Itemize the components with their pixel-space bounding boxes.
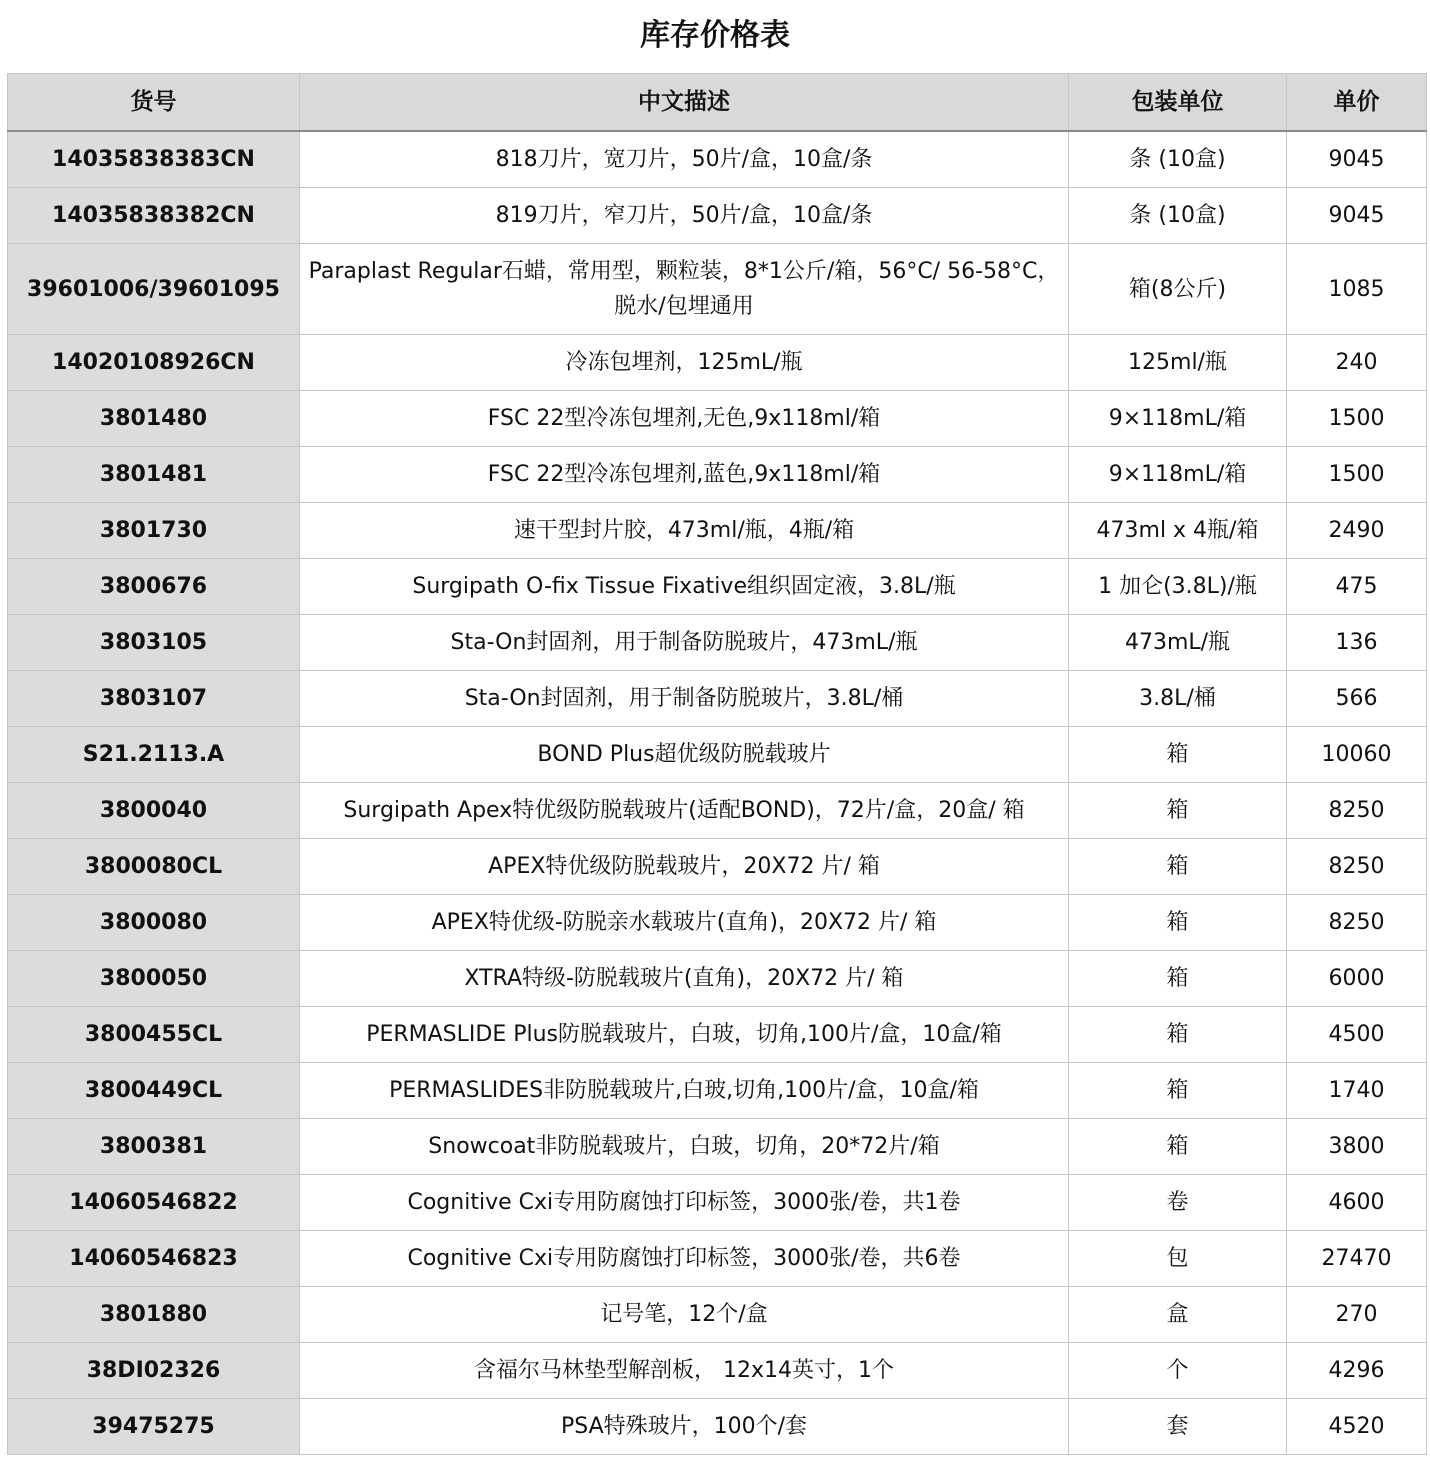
item-price: 8250 bbox=[1287, 783, 1427, 839]
item-unit: 箱(8公斤) bbox=[1069, 244, 1287, 335]
item-unit: 473mL/瓶 bbox=[1069, 615, 1287, 671]
item-description: PSA特殊玻片，100个/套 bbox=[300, 1399, 1069, 1455]
item-price: 475 bbox=[1287, 559, 1427, 615]
item-price: 566 bbox=[1287, 671, 1427, 727]
header-row bbox=[8, 74, 1427, 132]
item-description: PERMASLIDE Plus防脱载玻片，白玻，切角,100片/盒，10盒/箱 bbox=[300, 1007, 1069, 1063]
item-description: FSC 22型冷冻包埋剂,蓝色,9x118ml/箱 bbox=[300, 447, 1069, 503]
item-code: S21.2113.A bbox=[8, 727, 300, 783]
item-unit: 箱 bbox=[1069, 727, 1287, 783]
item-code: 3801480 bbox=[8, 391, 300, 447]
item-description: FSC 22型冷冻包埋剂,无色,9x118ml/箱 bbox=[300, 391, 1069, 447]
item-price: 9045 bbox=[1287, 188, 1427, 244]
item-code: 39475275 bbox=[8, 1399, 300, 1455]
item-unit: 473ml x 4瓶/箱 bbox=[1069, 503, 1287, 559]
item-price: 4500 bbox=[1287, 1007, 1427, 1063]
item-code: 3800080CL bbox=[8, 839, 300, 895]
item-description: BOND Plus超优级防脱载玻片 bbox=[300, 727, 1069, 783]
item-price: 4600 bbox=[1287, 1175, 1427, 1231]
item-price: 27470 bbox=[1287, 1231, 1427, 1287]
item-unit: 盒 bbox=[1069, 1287, 1287, 1343]
item-price: 136 bbox=[1287, 615, 1427, 671]
table-row bbox=[8, 1399, 1427, 1455]
item-price: 1500 bbox=[1287, 391, 1427, 447]
table-row bbox=[8, 1119, 1427, 1175]
table-row bbox=[8, 671, 1427, 727]
table-row bbox=[8, 1231, 1427, 1287]
price-table bbox=[7, 73, 1427, 1455]
table-row bbox=[8, 1007, 1427, 1063]
item-price: 1085 bbox=[1287, 244, 1427, 335]
table-body bbox=[8, 131, 1427, 1455]
item-unit: 1 加仑(3.8L)/瓶 bbox=[1069, 559, 1287, 615]
item-unit: 箱 bbox=[1069, 895, 1287, 951]
item-price: 270 bbox=[1287, 1287, 1427, 1343]
item-code: 3800080 bbox=[8, 895, 300, 951]
item-code: 3800050 bbox=[8, 951, 300, 1007]
item-code: 3800455CL bbox=[8, 1007, 300, 1063]
item-description: APEX特优级防脱载玻片，20X72 片/ 箱 bbox=[300, 839, 1069, 895]
item-description: 含福尔马林垫型解剖板， 12x14英寸，1个 bbox=[300, 1343, 1069, 1399]
item-description: Surgipath Apex特优级防脱载玻片(适配BOND)，72片/盒，20盒/ 箱 bbox=[300, 783, 1069, 839]
table-row bbox=[8, 727, 1427, 783]
item-unit: 箱 bbox=[1069, 839, 1287, 895]
table-row bbox=[8, 447, 1427, 503]
item-code: 3800040 bbox=[8, 783, 300, 839]
item-description: APEX特优级-防脱亲水载玻片(直角)，20X72 片/ 箱 bbox=[300, 895, 1069, 951]
item-unit: 箱 bbox=[1069, 1007, 1287, 1063]
table-row bbox=[8, 503, 1427, 559]
item-description: 记号笔，12个/盒 bbox=[300, 1287, 1069, 1343]
item-code: 3800449CL bbox=[8, 1063, 300, 1119]
column-header-description: 中文描述 bbox=[300, 74, 1069, 132]
table-row bbox=[8, 391, 1427, 447]
page-title: 库存价格表 bbox=[640, 18, 790, 53]
item-price: 2490 bbox=[1287, 503, 1427, 559]
item-unit: 9×118mL/箱 bbox=[1069, 391, 1287, 447]
table-row bbox=[8, 783, 1427, 839]
item-description: Cognitive Cxi专用防腐蚀打印标签，3000张/卷，共1卷 bbox=[300, 1175, 1069, 1231]
item-unit: 箱 bbox=[1069, 1119, 1287, 1175]
item-description: Cognitive Cxi专用防腐蚀打印标签，3000张/卷，共6卷 bbox=[300, 1231, 1069, 1287]
item-code: 14060546823 bbox=[8, 1231, 300, 1287]
table-row bbox=[8, 839, 1427, 895]
item-code: 14020108926CN bbox=[8, 335, 300, 391]
item-unit: 卷 bbox=[1069, 1175, 1287, 1231]
table-row bbox=[8, 895, 1427, 951]
column-header-code: 货号 bbox=[8, 74, 300, 132]
item-code: 3800676 bbox=[8, 559, 300, 615]
item-description: Sta-On封固剂，用于制备防脱玻片，473mL/瓶 bbox=[300, 615, 1069, 671]
item-unit: 套 bbox=[1069, 1399, 1287, 1455]
table-header bbox=[8, 74, 1427, 132]
table-row bbox=[8, 1175, 1427, 1231]
item-price: 10060 bbox=[1287, 727, 1427, 783]
column-header-price: 单价 bbox=[1287, 74, 1427, 132]
item-description: 速干型封片胶，473ml/瓶，4瓶/箱 bbox=[300, 503, 1069, 559]
item-code: 14060546822 bbox=[8, 1175, 300, 1231]
item-description: 冷冻包埋剂，125mL/瓶 bbox=[300, 335, 1069, 391]
item-description: Surgipath O-fix Tissue Fixative组织固定液，3.8L/瓶 bbox=[300, 559, 1069, 615]
item-unit: 条 (10盒) bbox=[1069, 131, 1287, 188]
item-price: 4296 bbox=[1287, 1343, 1427, 1399]
table-row bbox=[8, 559, 1427, 615]
item-unit: 箱 bbox=[1069, 783, 1287, 839]
column-header-unit: 包装单位 bbox=[1069, 74, 1287, 132]
table-row bbox=[8, 1343, 1427, 1399]
item-price: 1740 bbox=[1287, 1063, 1427, 1119]
item-price: 1500 bbox=[1287, 447, 1427, 503]
item-unit: 箱 bbox=[1069, 951, 1287, 1007]
item-code: 3800381 bbox=[8, 1119, 300, 1175]
table-row bbox=[8, 1287, 1427, 1343]
item-description: Snowcoat非防脱载玻片，白玻，切角，20*72片/箱 bbox=[300, 1119, 1069, 1175]
item-code: 39601006/39601095 bbox=[8, 244, 300, 335]
item-unit: 个 bbox=[1069, 1343, 1287, 1399]
item-code: 3803105 bbox=[8, 615, 300, 671]
item-code: 3801730 bbox=[8, 503, 300, 559]
item-unit: 9×118mL/箱 bbox=[1069, 447, 1287, 503]
item-code: 3801481 bbox=[8, 447, 300, 503]
item-code: 3803107 bbox=[8, 671, 300, 727]
item-code: 14035838382CN bbox=[8, 188, 300, 244]
item-description: 818刀片，宽刀片，50片/盒，10盒/条 bbox=[300, 131, 1069, 188]
item-price: 9045 bbox=[1287, 131, 1427, 188]
table-row bbox=[8, 131, 1427, 188]
item-price: 3800 bbox=[1287, 1119, 1427, 1175]
item-code: 38DI02326 bbox=[8, 1343, 300, 1399]
item-price: 240 bbox=[1287, 335, 1427, 391]
item-unit: 3.8L/桶 bbox=[1069, 671, 1287, 727]
table-row bbox=[8, 615, 1427, 671]
table-row bbox=[8, 951, 1427, 1007]
item-description: Sta-On封固剂，用于制备防脱玻片，3.8L/桶 bbox=[300, 671, 1069, 727]
item-unit: 箱 bbox=[1069, 1063, 1287, 1119]
item-unit: 包 bbox=[1069, 1231, 1287, 1287]
item-price: 4520 bbox=[1287, 1399, 1427, 1455]
item-unit: 条 (10盒) bbox=[1069, 188, 1287, 244]
item-description: 819刀片，窄刀片，50片/盒，10盒/条 bbox=[300, 188, 1069, 244]
table-row bbox=[8, 244, 1427, 335]
table-row bbox=[8, 188, 1427, 244]
item-code: 14035838383CN bbox=[8, 131, 300, 188]
item-code: 3801880 bbox=[8, 1287, 300, 1343]
item-price: 8250 bbox=[1287, 895, 1427, 951]
item-description: Paraplast Regular石蜡，常用型，颗粒装，8*1公斤/箱，56°C/ 56-58°C，脱水/包埋通用 bbox=[300, 244, 1069, 335]
table-row bbox=[8, 1063, 1427, 1119]
item-unit: 125ml/瓶 bbox=[1069, 335, 1287, 391]
item-description: PERMASLIDES非防脱载玻片,白玻,切角,100片/盒，10盒/箱 bbox=[300, 1063, 1069, 1119]
table-row bbox=[8, 335, 1427, 391]
item-description: XTRA特级-防脱载玻片(直角)，20X72 片/ 箱 bbox=[300, 951, 1069, 1007]
item-price: 8250 bbox=[1287, 839, 1427, 895]
item-price: 6000 bbox=[1287, 951, 1427, 1007]
